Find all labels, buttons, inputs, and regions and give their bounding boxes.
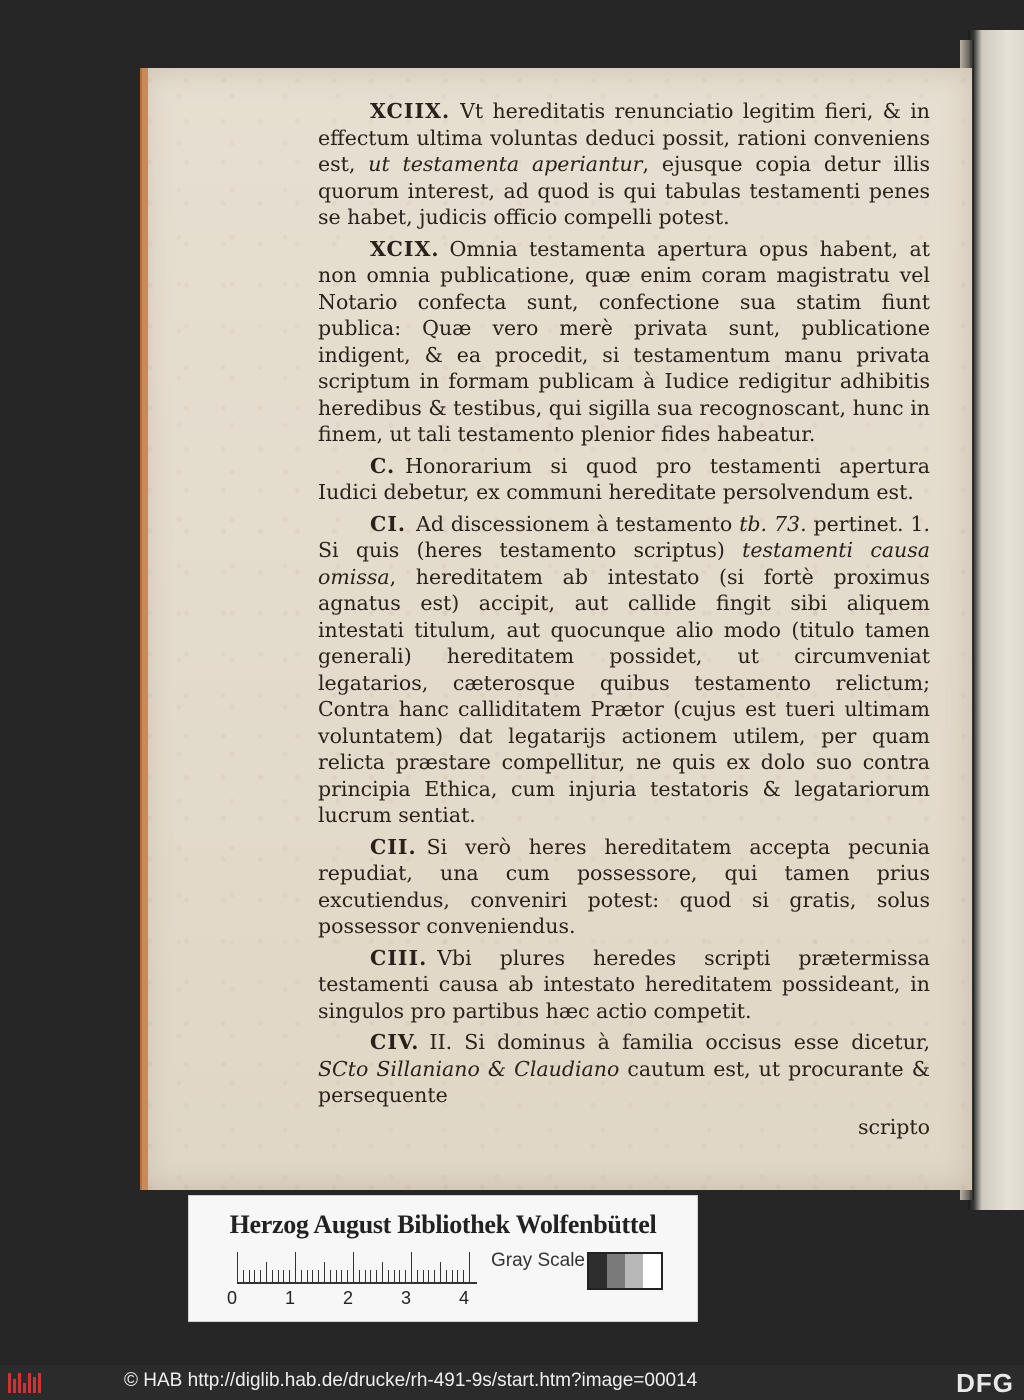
ruler-tick: [243, 1270, 244, 1282]
page-text: [318, 98, 930, 1140]
italic-text: SCto Sillaniano & Claudiano: [318, 1056, 620, 1081]
copyright-url[interactable]: © HAB http://diglib.hab.de/drucke/rh-491-9s/start.htm?image=00014: [124, 1370, 698, 1391]
paragraph-text: Ad discessionem à testamento: [416, 511, 740, 536]
paragraph-number: XCIX.: [370, 236, 440, 261]
gray-scale-swatches: [587, 1252, 663, 1290]
paragraph-text: II. Si dominus à familia occisus esse dicetur,: [429, 1030, 930, 1054]
gray-swatch: [589, 1254, 607, 1288]
paragraph: [318, 511, 930, 829]
ruler-tick: [411, 1252, 412, 1282]
paragraph-number: CII.: [370, 834, 417, 859]
paragraph-text: Vbi plures heredes scripti prætermissa testamenti causa ab intestato hereditatem possideant, in singulos pro partibus hæc actio competit.: [318, 945, 930, 1023]
ruler-tick: [295, 1252, 296, 1282]
paragraph: [318, 453, 930, 506]
ruler-tick: [260, 1270, 261, 1282]
ruler-tick: [452, 1270, 453, 1282]
ruler-tick: [463, 1270, 464, 1282]
ruler-tick: [388, 1270, 389, 1282]
paragraph-number: CIV.: [370, 1030, 420, 1054]
ruler-tick: [237, 1252, 238, 1282]
ruler-number: 0: [227, 1288, 238, 1308]
ruler-tick: [446, 1270, 447, 1282]
ruler-tick: [272, 1270, 273, 1282]
ruler-tick: [278, 1270, 279, 1282]
ruler-tick: [341, 1270, 342, 1282]
italic-text: ut testamenta aperiantur: [368, 152, 643, 176]
ruler-numbers: [227, 1288, 487, 1312]
adjacent-page-edge: [968, 30, 1024, 1210]
ruler-tick: [434, 1270, 435, 1282]
ruler-tick: [289, 1270, 290, 1282]
paragraph: [318, 945, 930, 1025]
paragraph-text: pertinet. 1. Si quis (heres testamento scriptus): [318, 511, 930, 562]
ruler-tick: [254, 1270, 255, 1282]
ruler-tick: [249, 1270, 250, 1282]
ruler-tick: [423, 1270, 424, 1282]
italic-text: testamenti causa omissa: [318, 538, 930, 589]
ruler-number: 3: [401, 1288, 412, 1308]
ruler-tick: [417, 1270, 418, 1282]
paragraph-number: XCIIX.: [370, 99, 451, 123]
paragraph-number: CI.: [370, 511, 407, 536]
ruler-tick: [370, 1270, 371, 1282]
paragraph-text: , hereditatem ab intestato (si fortè proximus agnatus est) accipit, aut callide fingit sibi aliquem intestati titulum, aut quocunque alio modo (titulo tamen generali) hereditatem possidet, ut circumveniat legatarios, cæterosque quibus testamento relictum; Contra hanc calliditatem Prætor (cujus est tueri ultimam voluntatem) dat legatarijs actionem utilem, per quam relicta præstare compellitur, ne quis ex dolo suo contra principia Ethica, cum injuria testatoris & legatariorum lucrum sentiat.: [318, 564, 930, 827]
ruler-tick: [457, 1270, 458, 1282]
ruler-tick: [324, 1262, 325, 1282]
ruler-tick: [312, 1270, 313, 1282]
paragraph-text: cautum est, ut procurante & persequente: [318, 1056, 930, 1107]
ruler-tick: [365, 1270, 366, 1282]
ruler-tick: [330, 1270, 331, 1282]
ruler-tick: [405, 1270, 406, 1282]
paragraph: [318, 1029, 930, 1109]
library-color-plate: [188, 1195, 698, 1322]
ruler-tick: [469, 1252, 470, 1282]
ruler-tick: [318, 1270, 319, 1282]
italic-text: tb. 73.: [739, 511, 807, 536]
ruler-tick: [394, 1270, 395, 1282]
dfg-logo: DFG: [956, 1368, 1014, 1398]
ruler-tick: [353, 1252, 354, 1282]
paragraph-text: Honorarium si quod pro testamenti apertura Iudici debetur, ex communi hereditate persolvendum est.: [318, 453, 930, 504]
ruler-baseline: [237, 1282, 477, 1284]
catchword: scripto: [857, 1114, 930, 1139]
ruler-tick: [382, 1262, 383, 1282]
ruler-tick: [399, 1270, 400, 1282]
gray-swatch: [643, 1254, 661, 1288]
ruler-tick: [440, 1262, 441, 1282]
paragraph-number: C.: [370, 453, 396, 478]
ruler-number: 2: [343, 1288, 354, 1308]
ruler-tick: [266, 1262, 267, 1282]
ruler-number: 4: [459, 1288, 470, 1308]
gray-swatch: [625, 1254, 643, 1288]
gray-swatch: [607, 1254, 625, 1288]
paragraph: [318, 98, 930, 231]
paragraph-text: Vt hereditatis renunciatio legitim fieri, & in effectum ultima voluntas deduci possit, rationi conveniens est,: [318, 99, 930, 176]
ruler-tick: [359, 1270, 360, 1282]
ruler-tick: [307, 1270, 308, 1282]
ruler-tick: [301, 1270, 302, 1282]
library-name: Herzog August Bibliothek Wolfenbüttel: [229, 1210, 657, 1239]
gray-scale-label: Gray Scale: [491, 1250, 585, 1271]
ruler-tick: [336, 1270, 337, 1282]
scale-ruler: [237, 1246, 477, 1286]
paragraph-text: Si verò heres hereditatem accepta pecunia repudiat, una cum possessore, qui tamen prius excutiendus, conveniri potest: quod si gratis, solus possessor conveniendus.: [318, 834, 930, 938]
paragraph: [318, 834, 930, 940]
paragraph-text: Omnia testamenta apertura opus habent, at non omnia publicatione, quæ enim coram magistratu vel Notario confecta sunt, confectione sua statim fiunt publica: Quæ vero merè privata sunt, publicatione indigent, & ea procedit, si testamentum manu privata scriptum in formam publicam à Iudice redigitur adhibitis heredibus & testibus, qui sigilla sua recognoscant, hunc in finem, ut tali testamento plenior fides habeatur.: [318, 236, 930, 446]
ruler-tick: [283, 1270, 284, 1282]
hab-logo-icon: [8, 1373, 42, 1393]
paragraph: [318, 236, 930, 448]
paragraph-number: CIII.: [370, 945, 428, 970]
paragraph-text: , ejusque copia detur illis quorum interest, ad quod is qui tabulas testamenti penes se habet, judicis officio compelli potest.: [318, 152, 930, 229]
ruler-tick: [376, 1270, 377, 1282]
ruler-number: 1: [285, 1288, 296, 1308]
ruler-tick: [428, 1270, 429, 1282]
footer-bar: [0, 1365, 1024, 1400]
ruler-tick: [347, 1270, 348, 1282]
